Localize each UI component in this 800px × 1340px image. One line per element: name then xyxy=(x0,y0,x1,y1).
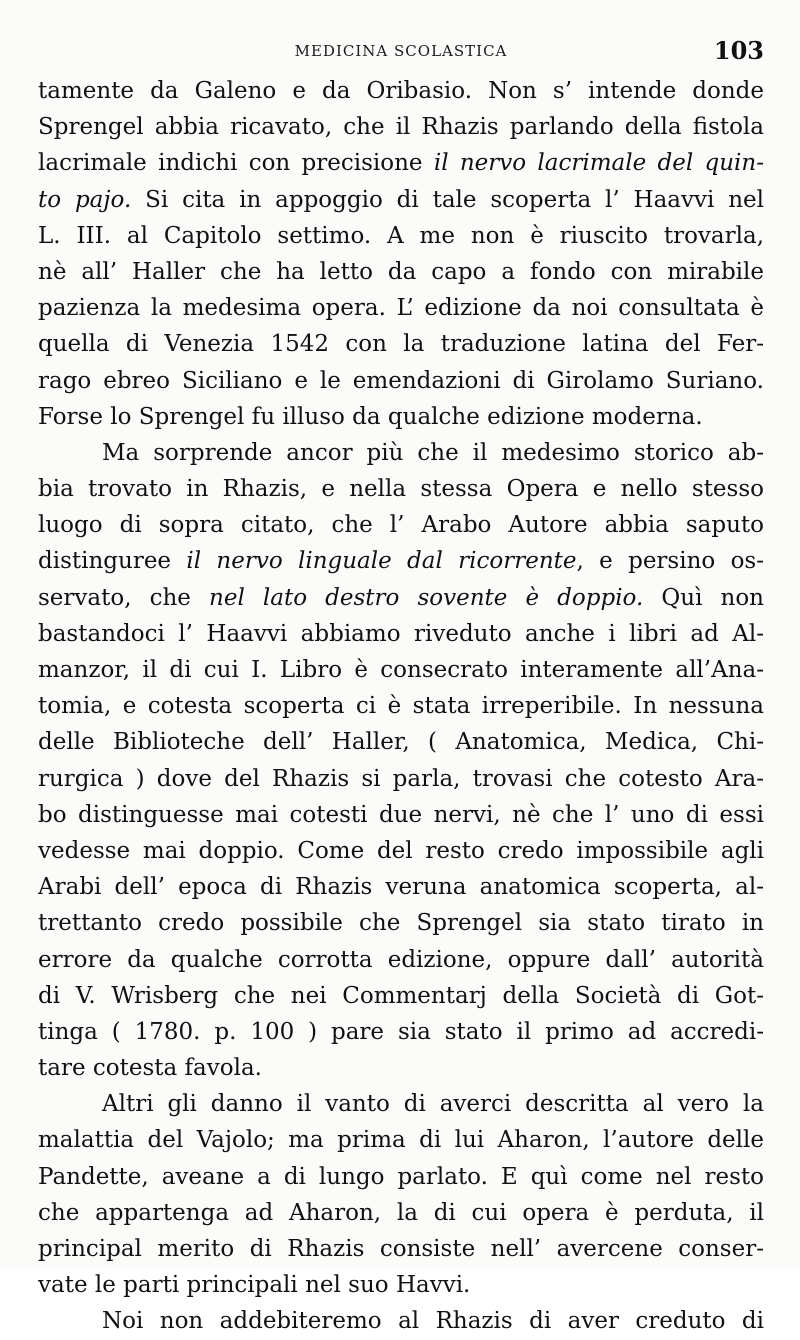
text-line: Ma sorprende ancor più che il medesimo storico ab- xyxy=(102,439,764,466)
text-line: rago ebreo Siciliano e le emendazioni di Girolamo Suriano. xyxy=(38,367,764,394)
text-line: tamente da Galeno e da Oribasio. Non s’ intende donde xyxy=(38,78,764,104)
text-line: Altri gli danno il vanto di averci descritta al vero la xyxy=(102,1091,764,1118)
text-line: manzor, il di cui I. Libro è consecrato interamente all’Ana- xyxy=(38,657,764,683)
text-segment: Si cita in appoggio di tale scoperta l’ Haavvi nel xyxy=(131,186,764,213)
text-line: luogo di sopra citato, che l’ Arabo Autore abbia saputo xyxy=(38,512,764,539)
text-line: delle Biblioteche dell’ Haller, ( Anatomica, Medica, Chi- xyxy=(38,729,764,756)
text-line xyxy=(38,145,764,181)
text-line: trettanto credo possibile che Sprengel sia stato tirato in xyxy=(38,910,764,937)
text-line: Arabi dell’ epoca di Rhazis veruna anatomica scoperta, al- xyxy=(38,874,764,901)
text-segment: Quì non xyxy=(643,584,764,611)
text-segment: servato, che xyxy=(38,584,210,611)
text-line: quella di Venezia 1542 con la traduzione latina del Fer- xyxy=(38,331,764,358)
text-line: errore da qualche corrotta edizione, oppure dall’ autorità xyxy=(38,946,764,973)
text-segment: , e persino os- xyxy=(576,548,764,575)
text-line: bia trovato in Rhazis, e nella stessa Opera e nello stesso xyxy=(38,476,764,503)
text-line: L. III. al Capitolo settimo. A me non è riuscito trovarla, xyxy=(38,222,764,249)
text-line: vate le parti principali nel suo Havvi. xyxy=(38,1272,471,1299)
text-line: principal merito di Rhazis consiste nell’ avercene conser- xyxy=(38,1236,764,1262)
text-line: Forse lo Sprengel fu illuso da qualche edizione moderna. xyxy=(38,403,703,430)
italic-phrase: il nervo lacrimale del quin- xyxy=(433,150,764,177)
italic-phrase: to pajo. xyxy=(38,186,132,213)
text-segment: distinguree xyxy=(38,548,187,575)
text-segment: lacrimale indichi con precisione xyxy=(38,150,434,177)
text-line xyxy=(38,543,764,579)
text-line: tomia, e cotesta scoperta ci è stata irreperibile. In nessuna xyxy=(38,693,764,720)
text-line: malattia del Vajolo; ma prima di lui Aharon, l’autore delle xyxy=(38,1127,764,1154)
text-line: tare cotesta favola. xyxy=(38,1055,262,1082)
text-line: vedesse mai doppio. Come del resto credo impossibile agli xyxy=(38,837,764,864)
text-line: di V. Wrisberg che nei Commentarj della Società di Got- xyxy=(38,982,764,1009)
text-line xyxy=(38,580,764,616)
text-line: che appartenga ad Aharon, la di cui opera è perduta, il xyxy=(38,1199,764,1226)
text-line: bastandoci l’ Haavvi abbiamo riveduto anche i libri ad Al- xyxy=(38,620,764,647)
italic-phrase: nel lato destro sovente è doppio. xyxy=(209,584,644,611)
page-number: 103 xyxy=(713,36,764,65)
italic-phrase: il nervo linguale dal ricorrente xyxy=(186,548,577,575)
text-line: tinga ( 1780. p. 100 ) pare sia stato il primo ad accredi- xyxy=(38,1018,764,1045)
page-header xyxy=(38,36,764,70)
text-line xyxy=(38,182,764,218)
text-line: pazienza la medesima opera. L’ edizione da noi consultata è xyxy=(38,295,764,322)
body-text xyxy=(38,73,764,1340)
running-title: MEDICINA SCOLASTICA xyxy=(294,42,508,60)
text-line: bo distinguesse mai cotesti due nervi, nè che l’ uno di essi xyxy=(38,801,764,828)
text-line: nè all’ Haller che ha letto da capo a fondo con mirabile xyxy=(38,258,764,285)
text-line: rurgica ) dove del Rhazis si parla, trovasi che cotesto Ara- xyxy=(38,765,764,792)
text-line: Sprengel abbia ricavato, che il Rhazis parlando della fistola xyxy=(38,114,764,141)
text-line: Pandette, aveane a di lungo parlato. E quì come nel resto xyxy=(38,1163,764,1190)
text-line: Noi non addebiteremo al Rhazis di aver creduto di xyxy=(102,1308,764,1335)
